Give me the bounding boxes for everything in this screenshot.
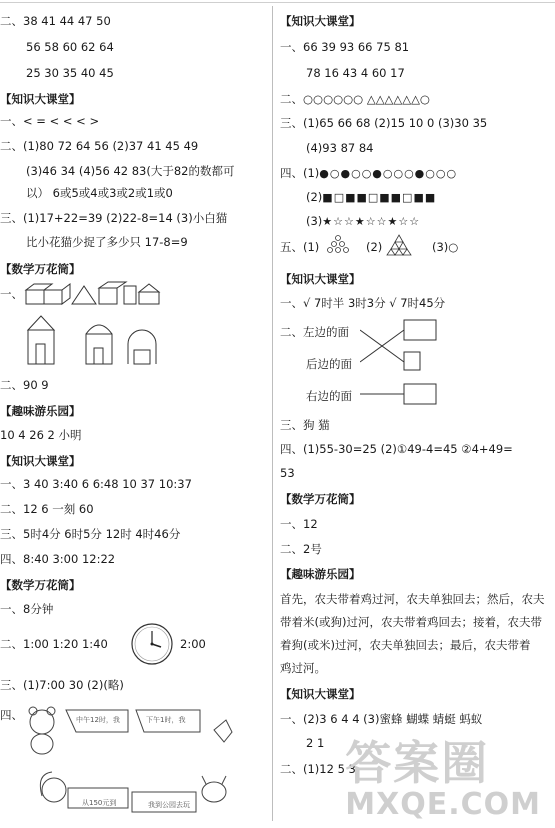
answer-line: 比小花猫少捉了多少只 17-8=9: [26, 235, 188, 249]
answer-line: 后边的面: [306, 357, 352, 371]
answer-line: 五、(1): [280, 240, 320, 254]
row-label: (3): [306, 214, 323, 228]
answer-line: (3)○: [432, 240, 459, 254]
section-heading: 【趣味游乐园】: [280, 567, 361, 581]
answer-line: 二、(1)80 72 64 56 (2)37 41 45 49: [0, 139, 199, 153]
answer-line: 三、(1)17+22=39 (2)22-8=14 (3)小白猫: [0, 211, 228, 225]
answer-line: 二、38 41 44 47 50: [0, 14, 111, 28]
answer-line: 2:00: [180, 637, 206, 651]
answer-line: [280, 166, 457, 181]
answer-line: 三、5时4分 6时5分 12时 4时46分: [0, 527, 181, 541]
answer-line: 四、(1)55-30=25 (2)①49-4=45 ②4+49=: [280, 442, 513, 456]
answer-line: 二、90 9: [0, 378, 49, 392]
answer-line: 二、2号: [280, 542, 322, 556]
answer-line: 一、8分钟: [0, 602, 54, 616]
picture-caption: 从150元到: [82, 799, 117, 807]
block-shapes-figure: [24, 280, 174, 370]
row-label: 四、(1): [280, 166, 320, 180]
section-heading: 【趣味游乐园】: [0, 404, 81, 418]
section-heading: 【知识大课堂】: [0, 92, 81, 106]
answer-line: 2 1: [306, 736, 325, 750]
section-heading: 【数学万花筒】: [0, 578, 81, 592]
answer-line: 三、狗 猫: [280, 418, 330, 432]
picture-caption: 下午1时，我: [146, 716, 186, 724]
answer-line: 首先，农夫带着鸡过河，农夫单独回去；然后，农夫: [280, 592, 545, 606]
answer-line: 56 58 60 62 64: [26, 40, 114, 54]
answer-line: 二、左边的面: [280, 325, 349, 339]
top-rule: [0, 2, 555, 3]
answer-line: 鸡过河。: [280, 661, 326, 675]
answer-line: 二、12 6 一刻 60: [0, 502, 94, 516]
answer-line: 二、○○○○○○ △△△△△△○: [280, 92, 430, 106]
answer-line: 一、: [0, 287, 23, 301]
answer-line: 一、(2)3 6 4 4 (3)蜜蜂 蝴蝶 蜻蜓 蚂蚁: [280, 712, 483, 726]
watermark-url: MXQE.COM: [345, 787, 541, 822]
triangle-stack-icon: [384, 234, 414, 256]
column-divider: [272, 6, 273, 821]
picture-caption: 我到公园去玩: [148, 801, 190, 809]
answer-line: 三、(1)65 66 68 (2)15 10 0 (3)30 35: [280, 116, 488, 130]
answer-line: 78 16 43 4 60 17: [306, 66, 405, 80]
triangle-dots-icon: [326, 234, 350, 256]
answer-line: (4)93 87 84: [306, 141, 374, 155]
row-label: (2): [306, 190, 323, 204]
section-heading: 【知识大课堂】: [0, 454, 81, 468]
answer-line: 一、3 40 3:40 6 6:48 10 37 10:37: [0, 477, 192, 491]
shape-sequence: ★☆☆★☆☆★☆☆: [322, 215, 421, 228]
picture-caption: 中午12时，我: [76, 716, 120, 724]
section-heading: 【数学万花筒】: [280, 492, 361, 506]
answer-line: 53: [280, 466, 295, 480]
answer-line: 二、(1)12 5 3: [280, 762, 356, 776]
answer-line: 一、66 39 93 66 75 81: [280, 40, 410, 54]
watermark-logo: 答案圈: [345, 736, 490, 790]
answer-line: 一、< = < < < >: [0, 114, 100, 128]
answer-line: 四、: [0, 708, 23, 722]
answer-line: [280, 190, 436, 205]
answer-line: (2): [366, 240, 383, 254]
answer-line: 带着米(或狗)过河，农夫带着鸡回去；接着，农夫带: [280, 615, 542, 629]
watermark: [345, 736, 541, 822]
section-heading: 【数学万花筒】: [0, 262, 81, 276]
answer-line: [280, 214, 420, 229]
answer-line: 二、1:00 1:20 1:40: [0, 637, 108, 651]
section-heading: 【知识大课堂】: [280, 272, 361, 286]
shape-sequence: ●○●○○●○○○●○○○: [319, 167, 458, 180]
answer-line: 10 4 26 2 小明: [0, 428, 82, 442]
shape-sequence: ■□■■□■■□■■: [322, 191, 437, 204]
section-heading: 【知识大课堂】: [280, 687, 361, 701]
section-heading: 【知识大课堂】: [280, 14, 361, 28]
answer-line: 一、√ 7时半 3时3分 √ 7时45分: [280, 296, 446, 310]
answer-line: 以） 6或5或4或3或2或1或0: [26, 186, 173, 200]
answer-line: 右边的面: [306, 389, 352, 403]
answer-line: (3)46 34 (4)56 42 83(大于82的数都可: [26, 164, 235, 178]
matching-lines-diagram: [360, 318, 440, 408]
answer-line: 三、(1)7:00 30 (2)(略): [0, 678, 124, 692]
answer-line: 着狗(或米)过河，农夫单独回去；最后，农夫带着: [280, 638, 531, 652]
cartoon-animals-figure: [24, 700, 254, 820]
answer-line: 四、8:40 3:00 12:22: [0, 552, 116, 566]
clock-icon: [130, 622, 174, 666]
answer-line: 一、12: [280, 517, 318, 531]
answer-line: 25 30 35 40 45: [26, 66, 114, 80]
